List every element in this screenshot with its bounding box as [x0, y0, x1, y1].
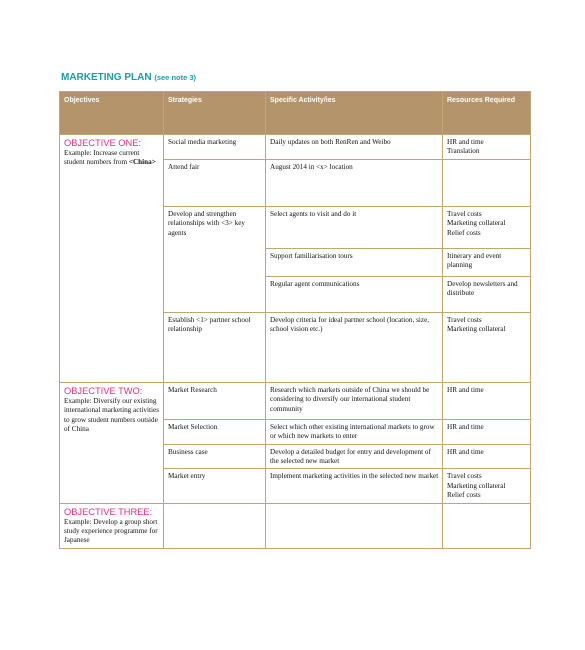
header-resources: Resources Required — [443, 92, 531, 135]
objective-description: Example: Increase current student numbers from <China> — [64, 149, 156, 167]
resources-cell: Itinerary and event planning — [443, 248, 531, 276]
strategy-cell: Social media marketing — [164, 135, 266, 160]
header-objectives: Objectives — [60, 92, 164, 135]
resources-cell: Travel costs Marketing collateral Relief costs — [443, 469, 531, 503]
title-note: (see note 3) — [154, 73, 197, 82]
strategy-cell: Attend fair — [164, 159, 266, 206]
activity-cell: Develop a detailed budget for entry and development of the selected new market — [266, 444, 443, 469]
objective-title: OBJECTIVE ONE: — [64, 138, 141, 148]
table-row — [60, 135, 531, 160]
activity-cell: Research which markets outside of China we should be considering to diversify our international student community — [266, 382, 443, 419]
objective-title: OBJECTIVE THREE: — [64, 506, 153, 517]
title-main: MARKETING PLAN — [61, 72, 152, 83]
objective-three-cell — [60, 503, 164, 548]
activity-cell — [266, 503, 443, 548]
strategy-cell: Market Selection — [164, 419, 266, 444]
resources-cell: HR and time — [443, 419, 531, 444]
strategy-cell: Establish <1> partner school relationship — [164, 312, 266, 382]
resources-cell: HR and time — [443, 382, 531, 419]
resources-cell — [443, 503, 531, 548]
resources-cell: Develop newsletters and distribute — [443, 276, 531, 312]
strategy-cell: Market entry — [164, 469, 266, 503]
strategy-cell — [164, 503, 266, 548]
strategy-cell: Business case — [164, 444, 266, 469]
objective-description: Example: Diversify our existing international marketing activities to grow student numbers outside of China — [64, 396, 160, 434]
objective-two-cell — [60, 382, 164, 503]
activity-cell: Select agents to visit and do it — [266, 206, 443, 248]
activity-cell: Support familiarisation tours — [266, 248, 443, 276]
resources-cell — [443, 159, 531, 206]
strategy-cell: Develop and strengthen relationships with <3> key agents — [164, 206, 266, 312]
activity-cell: August 2014 in <x> location — [266, 159, 443, 206]
resources-cell: Travel costs Marketing collateral Relief costs — [443, 206, 531, 248]
strategy-cell: Market Research — [164, 382, 266, 419]
activity-cell: Implement marketing activities in the selected new market — [266, 469, 443, 503]
marketing-plan-table — [59, 91, 531, 549]
page-title — [61, 72, 196, 83]
header-strategies: Strategies — [164, 92, 266, 135]
activity-cell: Daily updates on both RenRen and Weibo — [266, 135, 443, 160]
activity-cell: Select which other existing international markets to grow or which new markets to enter — [266, 419, 443, 444]
activity-cell: Regular agent communications — [266, 276, 443, 312]
resources-cell: Travel costs Marketing collateral — [443, 312, 531, 382]
resources-cell: HR and time — [443, 444, 531, 469]
objective-description: Example: Develop a group short study experience programme for Japanese — [64, 517, 158, 545]
activity-cell: Develop criteria for ideal partner school (location, size, school vision etc.) — [266, 312, 443, 382]
table-row — [60, 382, 531, 419]
resources-cell: HR and time Translation — [443, 135, 531, 160]
objective-one-cell — [60, 135, 164, 383]
table-header-row — [60, 92, 531, 135]
objective-title: OBJECTIVE TWO: — [64, 385, 143, 396]
table-row — [60, 503, 531, 548]
header-activities: Specific Activity/ies — [266, 92, 443, 135]
